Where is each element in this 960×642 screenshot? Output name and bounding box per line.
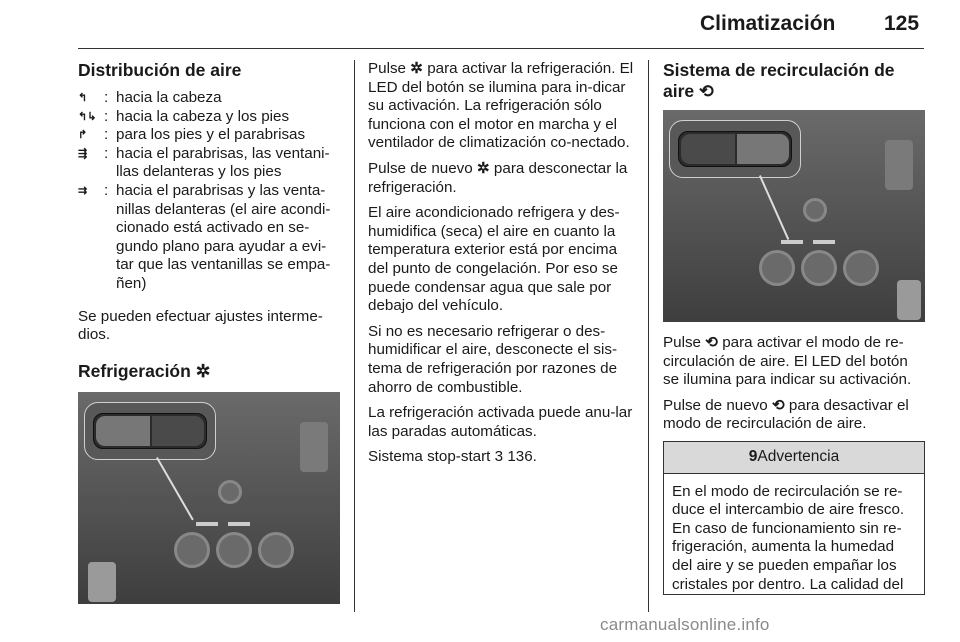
photo-knob-3 [843,250,879,286]
snowflake-icon: ✲ [476,159,490,177]
photo-button-strip-left [781,240,803,244]
photo-button-strip-right [228,522,250,526]
recirculation-icon: ⟲ [771,396,785,414]
photo-pedal [88,562,116,602]
photo-switch-recirc-side [737,134,789,164]
paragraph-ac-function: El aire acondicionado refrigera y des-humidifica (seca) el aire en cuanto la temperatura exterior está por encima del punto de congelación. Por eso se puede condensar agua que sale por debajo del vehículo. [368,204,620,315]
text-fragment: para desconectar la refrigeración. [368,159,628,196]
distribution-list [78,89,340,294]
photo-switch-ac-side [96,416,150,446]
photo-center-knob-top [218,480,242,504]
text-fragment: Pulse [663,334,701,351]
paragraph-deactivate-recirculation [663,397,925,434]
windscreen-windows-feet-flow-icon: ⇶ [78,147,88,160]
column-3 [663,60,925,595]
text-fragment: Pulse [368,60,406,77]
column-1 [78,60,340,604]
distribution-text: hacia el parabrisas, las ventani-llas delanteras y los pies [116,144,330,181]
cooling-heading [78,361,340,382]
photo-switch [678,131,792,167]
column-divider-1 [354,60,355,612]
page-header-title: Climatización [700,12,836,35]
intermediate-settings-text: Se pueden efectuar ajustes interme-dios. [78,307,323,344]
snowflake-icon: ✲ [410,60,423,77]
distribution-text: hacia la cabeza y los pies [116,107,290,125]
warning-triangle-icon: 9 [748,447,758,465]
paragraph-activate-recirculation [663,334,925,390]
distribution-item [78,108,340,127]
snowflake-icon: ✲ [195,360,211,381]
distribution-item [78,182,340,294]
photo-knob-2 [216,532,252,568]
colon: : [104,181,109,199]
photo-inset-frame [84,402,216,460]
paragraph-activate-cooling [368,60,634,153]
paragraph-stop-start-reference [368,448,634,467]
windscreen-windows-flow-icon: ⇉ [78,184,88,197]
ac-button-photo [78,392,340,604]
paragraph-autostop: La refrigeración activada puede anu-lar las paradas automáticas. [368,404,633,440]
photo-button-strip-left [196,522,218,526]
air-distribution-heading: Distribución de aire [78,60,242,80]
photo-switch-ac-side [681,134,735,164]
photo-switch [93,413,207,449]
photo-vent-right [300,422,328,472]
watermark-text: carmanualsonline.info [600,615,770,634]
page-reference-link[interactable]: 136. [507,448,537,466]
head-flow-icon: ↰ [78,92,88,104]
paragraph-deactivate-cooling [368,160,634,197]
photo-inset-frame [669,120,801,178]
feet-windscreen-flow-icon: ↱ [78,129,88,142]
distribution-item [78,126,340,145]
recirculation-heading [663,60,925,102]
photo-knob-3 [258,532,294,568]
colon: : [104,107,109,125]
distribution-item [78,145,340,182]
text-fragment: para activar el modo de re-circulación de aire. El LED del botón se ilumina para indicar su activación. [663,334,912,389]
photo-center-knob-top [803,198,827,222]
text-fragment: Sistema stop-start [368,448,491,466]
warning-box [663,441,925,595]
recirculation-icon: ⟲ [705,334,718,351]
colon: : [104,89,109,106]
warning-header [664,442,924,474]
text-fragment: Pulse de nuevo [368,159,473,177]
warning-title: Advertencia [757,447,840,465]
distribution-text: para los pies y el parabrisas [116,126,306,144]
header-rule [78,48,924,49]
colon: : [104,144,109,162]
page-number: 125 [884,12,920,35]
photo-vent-right [885,140,913,190]
photo-knob-2 [801,250,837,286]
colon: : [104,126,109,144]
recirculation-button-photo [663,110,925,322]
photo-pedal [897,280,921,320]
head-feet-flow-icon: ↰↳ [78,110,97,123]
text-fragment: Pulse de nuevo [663,396,768,414]
photo-switch-recirc-side [152,416,204,446]
photo-knob-1 [174,532,210,568]
text-fragment: para desactivar el modo de recirculación de aire. [663,396,909,433]
cooling-heading-text: Refrigeración [78,360,191,381]
recirculation-heading-text: Sistema de recirculación de aire [663,60,895,101]
page-reference-arrow-icon: 3 [494,448,504,466]
paragraph-fuel-saving: Si no es necesario refrigerar o des-humidificar el aire, desconecte el sis-tema de refrigeración por razones de ahorro de combustible. [368,322,618,396]
distribution-item [78,89,340,108]
photo-button-strip-right [813,240,835,244]
text-fragment: para activar la refrigeración. El LED del botón se ilumina para in-dicar su activación. La refrigeración sólo funciona con el motor en marcha y el ventilador de climatización co-nectado. [368,60,634,152]
recirculation-icon: ⟲ [699,81,714,101]
column-divider-2 [648,60,649,612]
photo-knob-1 [759,250,795,286]
warning-body: En el modo de recirculación se re-duce el intercambio de aire fresco. En caso de funcionamiento sin re-frigeración, aumenta la humedad del aire y se pueden empañar los cristales por dentro. La calidad del [672,482,905,593]
column-2 [368,60,634,474]
distribution-text: hacia la cabeza [116,89,222,106]
distribution-text: hacia el parabrisas y las venta-nillas delanteras (el aire acondi-cionado está activado en se-gundo plano para ayudar a evi-tar que las ventanillas se empa-ñen) [116,181,331,292]
